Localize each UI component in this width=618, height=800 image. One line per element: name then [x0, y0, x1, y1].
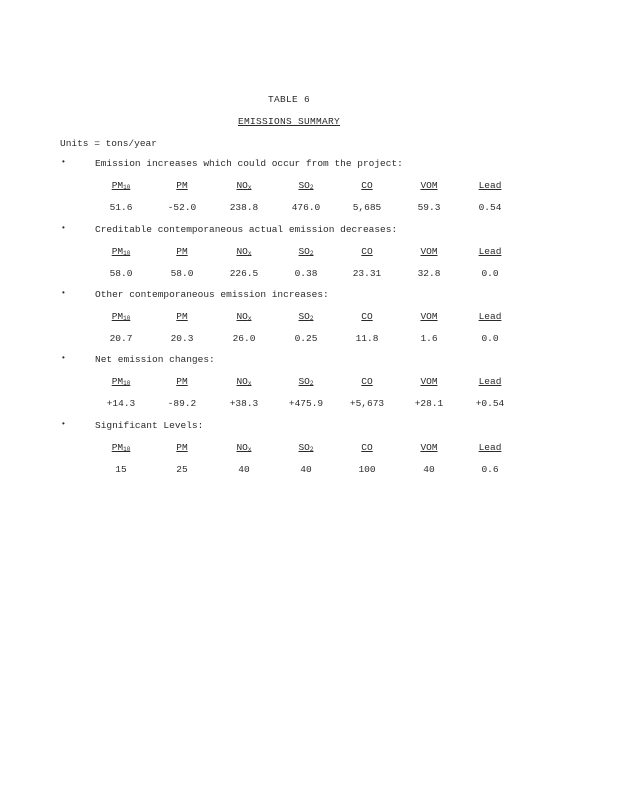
- value-row: [0, 333, 618, 347]
- column-header: PM: [176, 180, 188, 191]
- column-header: $NO_x$: [236, 376, 252, 387]
- value-cell: -52.0: [167, 202, 197, 213]
- column-header: Lead: [478, 442, 502, 453]
- column-header: $NO_x$: [236, 180, 252, 191]
- column-header-row: [0, 376, 618, 390]
- column-header: CO: [361, 246, 373, 257]
- value-cell: 0.54: [478, 202, 502, 213]
- column-header: CO: [361, 180, 373, 191]
- bullet: •: [61, 420, 66, 429]
- column-header: PM: [176, 246, 188, 257]
- column-header: Lead: [478, 376, 502, 387]
- section-heading: Emission increases which could occur from the project:: [95, 158, 403, 169]
- column-header-row: [0, 246, 618, 260]
- value-cell: 20.3: [170, 333, 194, 344]
- column-header: Lead: [478, 311, 502, 322]
- column-header: PM: [176, 442, 188, 453]
- value-cell: 238.8: [229, 202, 259, 213]
- column-header: Lead: [478, 246, 502, 257]
- value-cell: +0.54: [475, 398, 505, 409]
- column-header: $PM_{10}$: [111, 311, 131, 322]
- column-header: VOM: [420, 376, 438, 387]
- column-header: PM: [176, 376, 188, 387]
- value-cell: 11.8: [355, 333, 379, 344]
- column-header: CO: [361, 442, 373, 453]
- value-cell: +38.3: [229, 398, 259, 409]
- value-cell: 100: [358, 464, 376, 475]
- column-header: $NO_x$: [236, 246, 252, 257]
- value-cell: 0.0: [481, 268, 499, 279]
- value-cell: 0.25: [294, 333, 318, 344]
- column-header: PM: [176, 311, 188, 322]
- column-header-row: [0, 311, 618, 325]
- value-cell: +5,673: [349, 398, 385, 409]
- bullet: •: [61, 289, 66, 298]
- value-cell: 40: [300, 464, 312, 475]
- value-cell: 476.0: [291, 202, 321, 213]
- value-cell: 20.7: [109, 333, 133, 344]
- column-header: $PM_{10}$: [111, 246, 131, 257]
- value-cell: 0.0: [481, 333, 499, 344]
- value-cell: 0.6: [481, 464, 499, 475]
- units-label: Units = tons/year: [60, 138, 157, 149]
- value-cell: 59.3: [417, 202, 441, 213]
- value-cell: 226.5: [229, 268, 259, 279]
- column-header: $PM_{10}$: [111, 180, 131, 191]
- value-cell: 0.38: [294, 268, 318, 279]
- value-cell: 25: [176, 464, 188, 475]
- value-cell: 15: [115, 464, 127, 475]
- value-cell: 32.8: [417, 268, 441, 279]
- value-cell: -89.2: [167, 398, 197, 409]
- bullet: •: [61, 224, 66, 233]
- column-header-row: [0, 180, 618, 194]
- value-cell: 1.6: [420, 333, 438, 344]
- value-row: [0, 202, 618, 216]
- column-header: $SO_2$: [298, 246, 314, 257]
- table-title: TABLE 6: [267, 94, 310, 105]
- section-heading: Creditable contemporaneous actual emission decreases:: [95, 224, 398, 235]
- section-heading: Significant Levels:: [95, 420, 204, 431]
- bullet: •: [61, 158, 66, 167]
- column-header: $SO_2$: [298, 442, 314, 453]
- value-row: [0, 398, 618, 412]
- value-cell: 40: [423, 464, 435, 475]
- value-row: [0, 464, 618, 478]
- value-cell: 23.31: [352, 268, 382, 279]
- column-header: $NO_x$: [236, 442, 252, 453]
- column-header: CO: [361, 376, 373, 387]
- value-cell: 51.6: [109, 202, 133, 213]
- column-header: $PM_{10}$: [111, 376, 131, 387]
- value-cell: +28.1: [414, 398, 444, 409]
- column-header: $SO_2$: [298, 180, 314, 191]
- column-header: VOM: [420, 246, 438, 257]
- value-cell: +14.3: [106, 398, 136, 409]
- column-header-row: [0, 442, 618, 456]
- section-heading: Other contemporaneous emission increases:: [95, 289, 329, 300]
- column-header: $PM_{10}$: [111, 442, 131, 453]
- value-cell: 5,685: [352, 202, 382, 213]
- bullet: •: [61, 354, 66, 363]
- column-header: VOM: [420, 442, 438, 453]
- column-header: CO: [361, 311, 373, 322]
- value-cell: 58.0: [170, 268, 194, 279]
- value-cell: +475.9: [288, 398, 324, 409]
- column-header: $SO_2$: [298, 311, 314, 322]
- column-header: Lead: [478, 180, 502, 191]
- column-header: VOM: [420, 180, 438, 191]
- value-cell: 40: [238, 464, 250, 475]
- value-cell: 26.0: [232, 333, 256, 344]
- value-cell: 58.0: [109, 268, 133, 279]
- section-heading: Net emission changes:: [95, 354, 215, 365]
- column-header: $SO_2$: [298, 376, 314, 387]
- column-header: VOM: [420, 311, 438, 322]
- column-header: $NO_x$: [236, 311, 252, 322]
- table-subtitle: EMISSIONS SUMMARY: [237, 116, 340, 127]
- value-row: [0, 268, 618, 282]
